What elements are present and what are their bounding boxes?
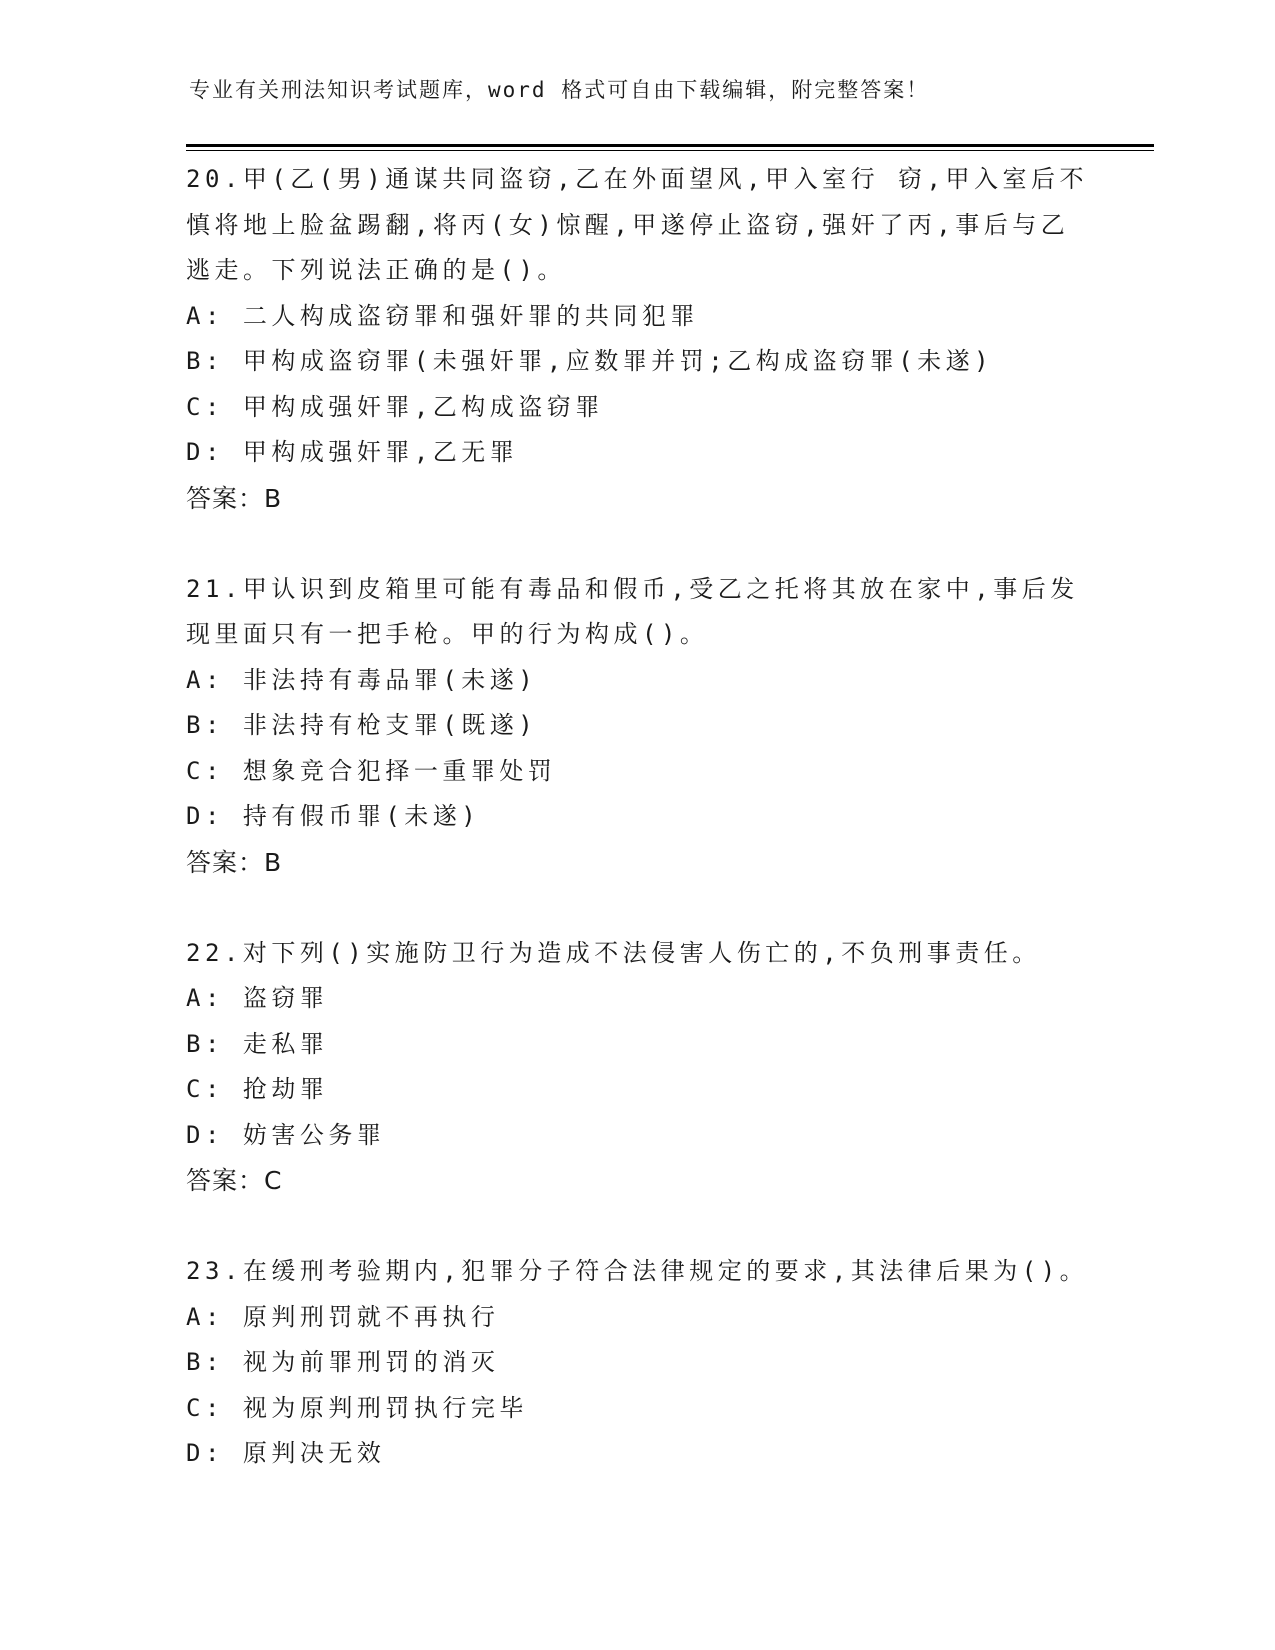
option-c: C: 抢劫罪 — [186, 1075, 329, 1103]
option-a: A: 原判刑罚就不再执行 — [186, 1302, 500, 1331]
question-stem-line: 21.甲认识到皮箱里可能有毒品和假币,受乙之托将其放在家中,事后发 — [186, 574, 1079, 603]
question-stem-line: 逃走。下列说法正确的是()。 — [186, 256, 566, 284]
option-d: D: 持有假币罪(未遂) — [186, 802, 481, 830]
option-d: D: 甲构成强奸罪,乙无罪 — [186, 438, 519, 466]
question-stem-line: 22.对下列()实施防卫行为造成不法侵害人伤亡的,不负刑事责任。 — [186, 938, 1041, 967]
spacer — [186, 885, 1086, 931]
option-b: B: 走私罪 — [186, 1029, 329, 1058]
answer: 答案：C — [186, 1166, 283, 1195]
option-c: C: 想象竞合犯择一重罪处罚 — [186, 756, 557, 785]
question-list — [186, 157, 1089, 1477]
option-d: D: 原判决无效 — [186, 1439, 386, 1467]
question-stem-line: 20.甲(乙(男)通谋共同盗窃,乙在外面望风,甲入室行 窃,甲入室后不 — [186, 165, 1088, 193]
question-21 — [186, 567, 1086, 886]
option-a: A: 非法持有毒品罪(未遂) — [186, 665, 538, 694]
answer: 答案：B — [186, 847, 283, 877]
question-20 — [186, 157, 1086, 521]
question-23 — [186, 1249, 1089, 1477]
option-b: B: 视为前罪刑罚的消灭 — [186, 1348, 500, 1376]
option-a: A: 盗窃罪 — [186, 984, 329, 1012]
spacer — [186, 521, 1086, 567]
option-a: A: 二人构成盗窃罪和强奸罪的共同犯罪 — [186, 301, 699, 330]
header-rule-thin — [186, 150, 1154, 151]
option-d: D: 妨害公务罪 — [186, 1120, 386, 1149]
page-header: 专业有关刑法知识考试题库，word 格式可自由下载编辑，附完整答案！ — [189, 78, 930, 102]
question-stem-line: 23.在缓刑考验期内,犯罪分子符合法律规定的要求,其法律后果为()。 — [186, 1257, 1089, 1285]
header-rule-thick — [186, 144, 1154, 147]
spacer — [186, 1204, 1086, 1250]
answer: 答案：B — [186, 483, 283, 513]
option-b: B: 非法持有枪支罪(既遂) — [186, 711, 538, 739]
option-c: C: 视为原判刑罚执行完毕 — [186, 1393, 528, 1422]
question-22 — [186, 931, 1086, 1204]
option-c: C: 甲构成强奸罪,乙构成盗窃罪 — [186, 392, 604, 421]
question-stem-line: 现里面只有一把手枪。甲的行为构成()。 — [186, 620, 709, 648]
question-stem-line: 慎将地上脸盆踢翻,将丙(女)惊醒,甲遂停止盗窃,强奸了丙,事后与乙 — [186, 210, 1070, 239]
option-b: B: 甲构成盗窃罪(未强奸罪,应数罪并罚;乙构成盗窃罪(未遂) — [186, 347, 994, 375]
